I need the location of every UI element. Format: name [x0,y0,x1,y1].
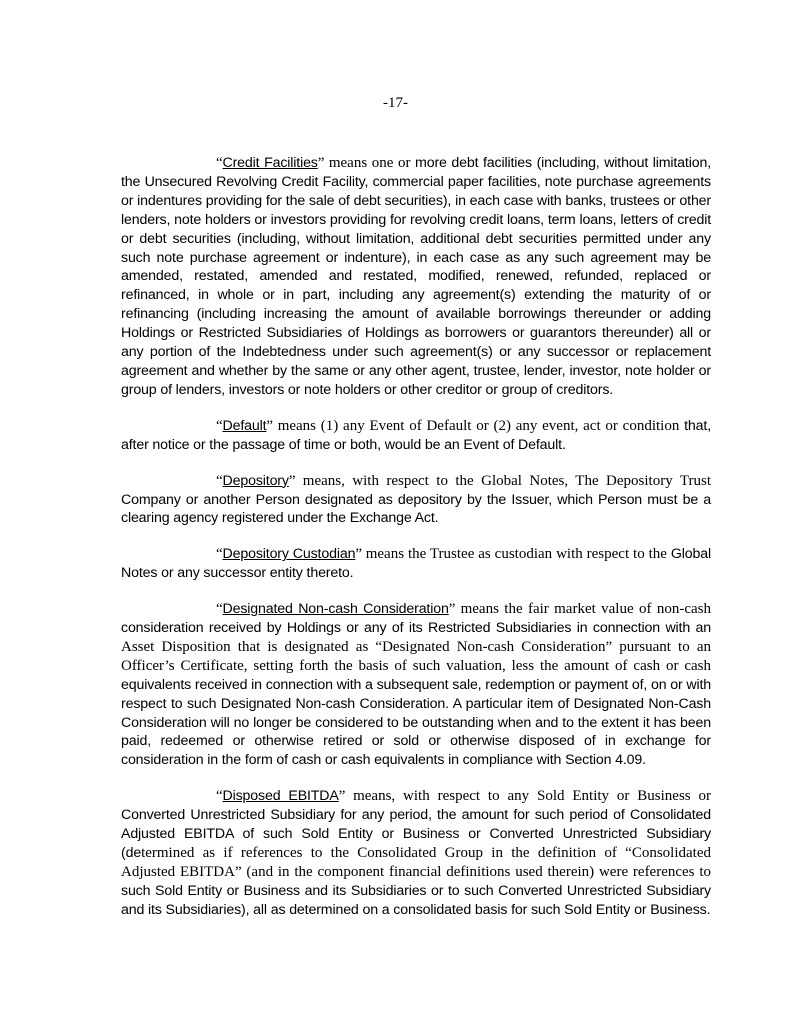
defined-term: Disposed EBITDA [222,788,339,805]
document-body [121,154,711,937]
definition-lead: means, with respect to any Sold Entity or Business or [345,788,711,805]
definition-body-serif: termined as if references to the Consolidated Group in the definition of “Consolidated Adjusted EBITDA” (and in the component financial definitions used therein) were references to [121,845,711,880]
page-number: -17- [383,95,408,111]
close-quote: ” [448,601,456,618]
open-quote: “ [216,546,223,563]
definition-default [121,417,711,455]
definition-body: Converted Unrestricted Subsidiary for any period, the amount for such period of Consolidated Adjusted EBITDA of such Sold Entity or Business or Converted Unrestricted Subsidiary (de [121,807,711,861]
defined-term: Designated Non-cash Consideration [222,601,449,618]
definition-credit-facilities [121,154,711,400]
definition-designated-non-cash-consideration [121,600,711,770]
definition-disposed-ebitda [121,787,711,919]
defined-term: Depository [222,472,289,489]
defined-term: Depository Custodian [222,546,356,563]
close-quote: ” [288,472,296,489]
definition-body-end: such Sold Entity or Business and its Subsidiaries or to such Converted Unrestricted Subsidiary and its Subsidiaries), all as determined on a consolidated basis for such Sold Entity or Business. [121,882,711,918]
defined-term: Default [222,417,267,434]
definition-body-serif: Asset Disposition that is designated as “Designated Non-cash Consideration” pursuant to an Officer’s Certificate, setting forth the basis of such valuation, less the amount of cash or cash [121,638,711,674]
definition-body: Company or another Person designated as depository by the Issuer, which Person must be a clearing agency registered under the Exchange Act. [121,491,711,527]
close-quote: ” [355,546,362,563]
close-quote: ” [317,155,325,171]
open-quote: “ [216,417,223,434]
definition-body: consideration received by Holdings or any of its Restricted Subsidiaries in connection with an [121,620,711,637]
definition-body: Global Notes or any successor entity thereto. [121,546,711,582]
open-quote: “ [216,601,223,618]
definition-depository [121,472,711,529]
definition-body: more debt facilities (including, without limitation, the Unsecured Revolving Credit Facility, commercial paper facilities, note purchase agreements or indentures providing for the sale of debt securities), in each case with banks, trustees or other lenders, note holders or investors providing for revolving credit loans, term loans, letters of credit or debt securities (including, without limitation, additional debt securities permitted under any such note purchase agreement or indenture), in each case as any such agreement may be amended, restated, amended and restated, modified, renewed, refunded, replaced or refinanced, in whole or in part, including any agreement(s) extending the maturity of or refinancing (including increasing the amount of available borrowings thereunder or adding Holdings or Restricted Subsidiaries of Holdings as borrowers or guarantors thereunder) all or any portion of the Indebtedness under such agreement(s) or any successor or replacement agreement and whether by the same or any other agent, trustee, lender, investor, note holder or group of lenders, investors or note holders or other creditor or group of creditors. [121,155,711,398]
open-quote: “ [216,788,223,805]
definition-depository-custodian [121,545,711,583]
definition-lead: means one or [324,155,411,171]
open-quote: “ [216,472,223,489]
definition-lead: means the Trustee as custodian with respect to the [361,546,667,563]
close-quote: ” [266,417,273,434]
close-quote: ” [338,788,346,805]
definition-lead: means, with respect to the Global Notes, The Depository Trust [295,472,711,489]
definition-body-end: equivalents received in connection with a subsequent sale, redemption or payment of, on or with respect to such Designated Non-cash Consideration. A particular item of Designated Non-Cash Consideration will no longer be considered to be outstanding when and to the extent it has been paid, redeemed or otherwise retired or sold or otherwise disposed of in exchange for consideration in the form of cash or cash equivalents in compliance with Section 4.09. [121,676,711,769]
open-quote: “ [216,155,223,171]
definition-lead: means (1) any Event of Default or (2) any event, act or condition [272,417,680,434]
defined-term: Credit Facilities [222,155,318,171]
definition-body: that, after notice or the passage of time or both, would be an Event of Default. [121,417,711,453]
definition-lead: means the fair market value of non-cash [455,601,711,618]
